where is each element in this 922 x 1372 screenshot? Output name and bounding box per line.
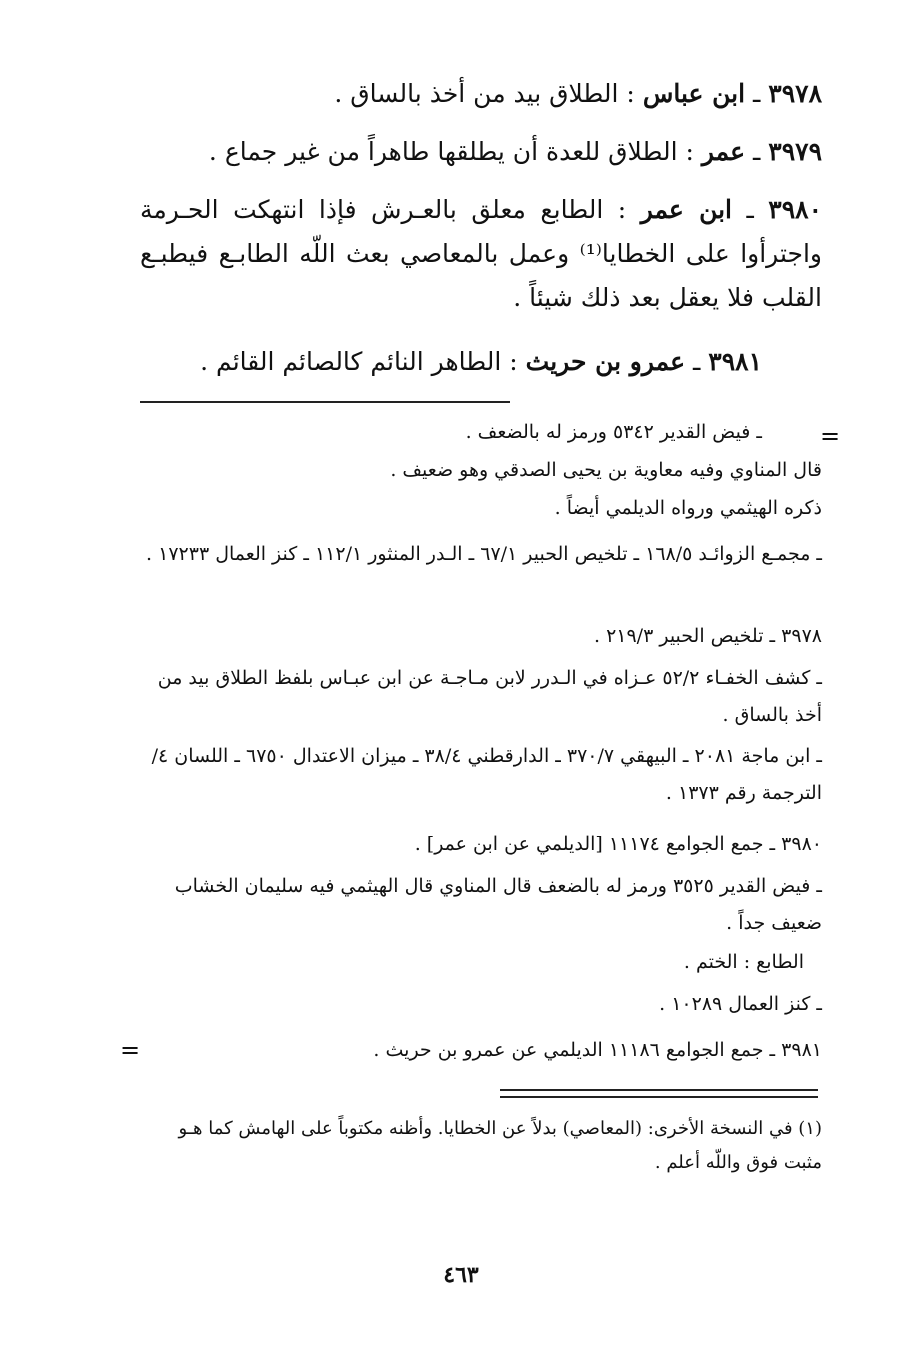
hadith-entry-3981: ٣٩٨١ ـ عمرو بن حريث : الطاهر النائم كالصائم القائم . <box>200 347 762 376</box>
entry-text: : الطلاق للعدة أن يطلقها طاهراً من غير جماع . <box>208 137 694 166</box>
entry-text: : الطابع معلق بالعـرش فإذا انتهكت الحـرمة واجترأوا على الخطايا⁽¹⁾ وعمل بالمعاصي بعث اللّه الطابـع فيطبـع القلب فلا يعقل بعد ذلك شيئاً . <box>140 195 822 312</box>
entry-narrator: عمر <box>701 137 746 166</box>
footnote-line: قال المناوي وفيه معاوية بن يحيى الصدقي وهو ضعيف . <box>390 459 822 481</box>
entry-number: ٣٩٧٨ <box>768 79 822 108</box>
footnote-line: ذكره الهيثمي ورواه الديلمي أيضاً . <box>554 497 822 519</box>
footnote-line: ـ ابن ماجة ٢٠٨١ ـ البيهقي ٣٧٠/٧ ـ الدارقطني ٣٨/٤ ـ ميزان الاعتدال ٦٧٥٠ ـ اللسان ٤/الترجمة رقم ١٣٧٣ . <box>151 745 822 804</box>
equals-mark: = <box>120 1036 141 1064</box>
hadith-entry-3978: ٣٩٧٨ ـ ابن عباس : الطلاق بيد من أخذ بالساق . <box>334 79 822 108</box>
footnote-line: ـ فيض القدير ٣٥٢٥ ورمز له بالضعف قال المناوي قال الهيثمي فيه سليمان الخشاب ضعيف جداً . <box>174 875 822 934</box>
margin-note: (١) في النسخة الأخرى: (المعاصي) بدلاً عن الخطايا. وأظنه مكتوباً على الهامش كما هـو مثبت فوق واللّه أعلم . <box>178 1118 822 1173</box>
hadith-entry-3980: ٣٩٨٠ ـ ابن عمر : الطابع معلق بالعـرش فإذا انتهكت الحـرمة واجترأوا على الخطايا⁽¹⁾ وعمل بالمعاصي بعث اللّه الطابـع فيطبـع القلب فلا يعقل بعد ذلك شيئاً . <box>140 195 822 312</box>
footnote-line: ـ كشف الخفـاء ٥٢/٢ عـزاه في الـدرر لابن مـاجـة عن ابن عبـاس بلفظ الطلاق بيد من أخذ بالساق . <box>157 667 822 726</box>
footnote-line: ٣٩٨١ ـ جمع الجوامع ١١١٨٦ الديلمي عن عمرو بن حريث . <box>373 1039 822 1061</box>
entry-narrator: ابن عباس <box>642 79 746 108</box>
entry-narrator: ابن عمر <box>640 195 733 224</box>
entry-number: ٣٩٨١ <box>708 347 762 376</box>
footnote-line: ٣٩٨٠ ـ جمع الجوامع ١١١٧٤ [الديلمي عن ابن عمر] . <box>414 833 822 855</box>
double-separator-line <box>500 1089 818 1098</box>
separator-line <box>140 401 510 403</box>
footnote-line: ـ كنز العمال ١٠٢٨٩ . <box>659 993 822 1015</box>
entry-text: : الطلاق بيد من أخذ بالساق . <box>334 79 635 108</box>
entry-number: ٣٩٨٠ <box>768 195 822 224</box>
footnote-line: ـ مجمـع الزوائـد ١٦٨/٥ ـ تلخيص الحبير ٦٧/١ ـ الـدر المنثور ١١٢/١ ـ كنز العمال ١٧٢٣٣ . <box>146 543 822 565</box>
footnote-line: الطابع : الختم . <box>683 951 804 973</box>
equals-mark: = <box>820 422 841 450</box>
page-body <box>140 0 822 1372</box>
footnote-line: ـ فيض القدير ٥٣٤٢ ورمز له بالضعف . <box>465 421 762 443</box>
footnote-line: ٣٩٧٨ ـ تلخيص الحبير ٢١٩/٣ . <box>593 625 822 647</box>
hadith-entry-3979: ٣٩٧٩ ـ عمر : الطلاق للعدة أن يطلقها طاهراً من غير جماع . <box>208 137 822 166</box>
entry-text: : الطاهر النائم كالصائم القائم . <box>200 347 518 376</box>
page-number: ٤٦٣ <box>443 1262 479 1288</box>
entry-number: ٣٩٧٩ <box>768 137 822 166</box>
entry-narrator: عمرو بن حريث <box>525 347 686 376</box>
